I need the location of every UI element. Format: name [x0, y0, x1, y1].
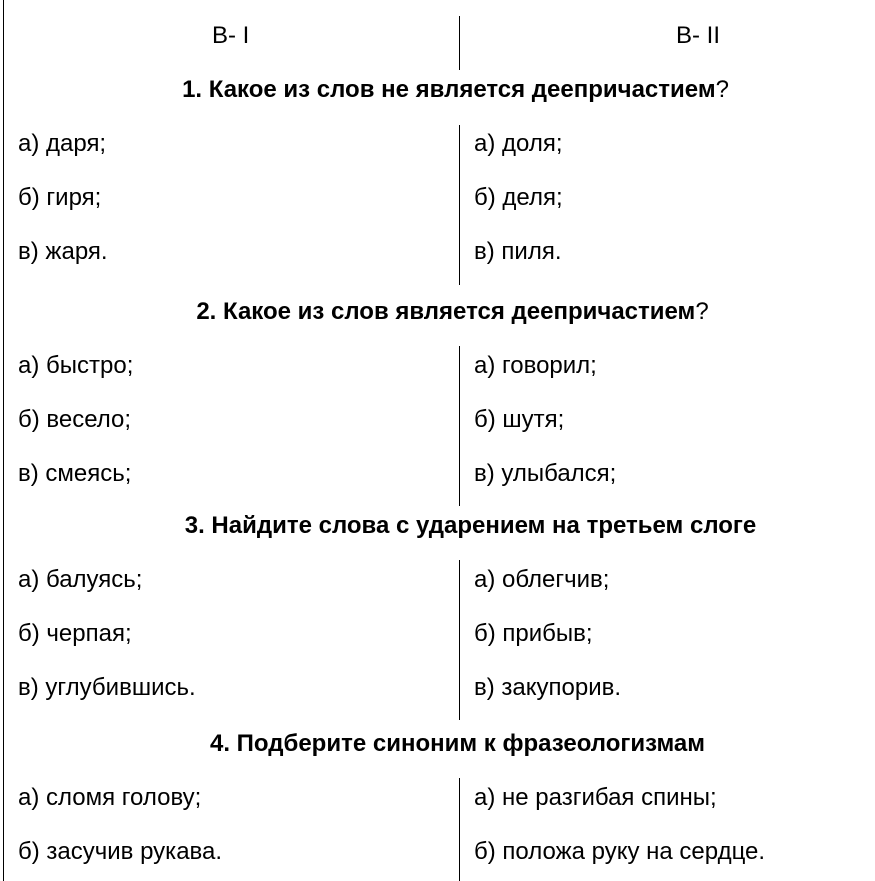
column-divider: [459, 346, 460, 506]
q4-right-option-b: б) положа руку на сердце.: [474, 838, 766, 865]
q3-right-option-a: а) облегчив;: [474, 566, 610, 593]
column-divider: [459, 125, 460, 285]
question-1-title: 1. Какое из слов не является деепричастием?: [182, 76, 729, 103]
q1-left-option-b: б) гиря;: [18, 184, 102, 211]
variant-1-header: В- I: [212, 22, 250, 49]
column-divider: [459, 560, 460, 720]
q1-left-option-c: в) жаря.: [18, 238, 108, 265]
column-divider: [459, 778, 460, 881]
q2-right-option-b: б) шутя;: [474, 406, 565, 433]
q1-left-option-a: а) даря;: [18, 130, 107, 157]
q3-right-option-b: б) прибыв;: [474, 620, 593, 647]
q1-right-option-c: в) пиля.: [474, 238, 562, 265]
q3-left-option-b: б) черпая;: [18, 620, 132, 647]
q2-left-option-a: а) быстро;: [18, 352, 134, 379]
q2-left-option-b: б) весело;: [18, 406, 132, 433]
q3-right-option-c: в) закупорив.: [474, 674, 622, 701]
q4-left-option-a: а) сломя голову;: [18, 784, 202, 811]
q1-right-option-a: а) доля;: [474, 130, 563, 157]
question-2-title: 2. Какое из слов является деепричастием?: [196, 298, 709, 325]
question-3-title: 3. Найдите слова с ударением на третьем слоге: [184, 512, 757, 539]
q2-right-option-c: в) улыбался;: [474, 460, 617, 487]
question-4-title: 4. Подберите синоним к фразеологизмам: [209, 730, 705, 757]
q1-right-option-b: б) деля;: [474, 184, 563, 211]
q3-left-option-c: в) углубившись.: [18, 674, 196, 701]
q4-right-option-a: а) не разгибая спины;: [474, 784, 717, 811]
q4-left-option-b: б) засучив рукава.: [18, 838, 223, 865]
q3-left-option-a: а) балуясь;: [18, 566, 143, 593]
column-divider: [459, 16, 460, 70]
q2-right-option-a: а) говорил;: [474, 352, 597, 379]
q2-left-option-c: в) смеясь;: [18, 460, 132, 487]
variant-2-header: В- II: [676, 22, 721, 49]
